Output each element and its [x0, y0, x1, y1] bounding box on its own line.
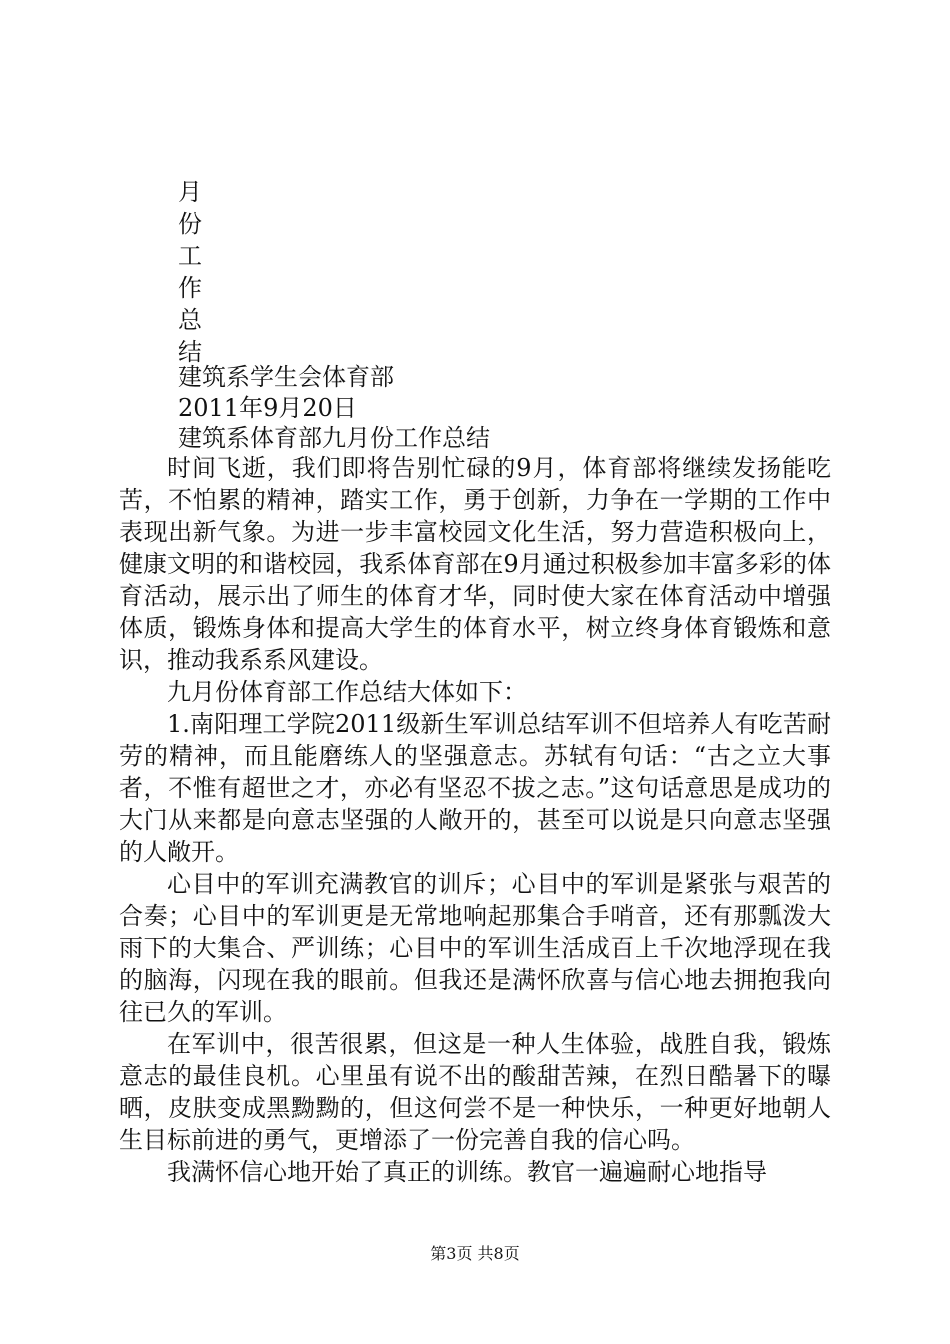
paragraph: 九月份体育部工作总结大体如下：	[167, 678, 527, 706]
title-char: 总	[178, 306, 202, 334]
title-char: 结	[178, 338, 202, 366]
paragraph: 在军训中，很苦很累，但这是一种人生体验，战胜自我，锻炼意志的最佳良机。心里虽有说不出的酸甜苦辣，在烈日酷暑下的曝晒，皮肤变成黑黝黝的，但这何尝不是一种快乐，一种更好地朝人生目标前进的勇气，更增添了一份完善自我的信心吗。	[119, 1030, 831, 1154]
page-footer: 第3页 共8页	[430, 1244, 520, 1263]
paragraph: 1.南阳理工学院2011级新生军训总结军训不但培养人有吃苦耐劳的精神，而且能磨练人的坚强意志。苏轼有句话：“古之立大事者，不惟有超世之才，亦必有坚忍不拔之志。”这句话意思是成功的大门从来都是向意志坚强的人敞开的，甚至可以说是只向意志坚强的人敞开。	[119, 710, 831, 866]
department-name: 建筑系学生会体育部	[178, 363, 394, 391]
paragraph: 我满怀信心地开始了真正的训练。教官一遍遍耐心地指导	[167, 1158, 767, 1186]
document-title: 建筑系体育部九月份工作总结	[178, 424, 490, 452]
paragraph: 心目中的军训充满教官的训斥；心目中的军训是紧张与艰苦的合奏；心目中的军训更是无常地响起那集合手哨音，还有那瓢泼大雨下的大集合、严训练；心目中的军训生活成百上千次地浮现在我的脑海，闪现在我的眼前。但我还是满怀欣喜与信心地去拥抱我向往已久的军训。	[119, 870, 831, 1026]
body-text	[119, 452, 831, 1188]
title-char: 份	[178, 210, 202, 238]
title-char: 作	[178, 274, 202, 302]
document-date: 2011年9月20日	[178, 394, 357, 422]
paragraph: 时间飞逝，我们即将告别忙碌的9月，体育部将继续发扬能吃苦，不怕累的精神，踏实工作，勇于创新，力争在一学期的工作中表现出新气象。为进一步丰富校园文化生活，努力营造积极向上，健康文明的和谐校园，我系体育部在9月通过积极参加丰富多彩的体育活动，展示出了师生的体育才华，同时使大家在体育活动中增强体质，锻炼身体和提高大学生的体育水平，树立终身体育锻炼和意识，推动我系系风建设。	[119, 454, 831, 674]
title-char: 工	[178, 242, 202, 270]
title-char: 月	[178, 178, 202, 206]
